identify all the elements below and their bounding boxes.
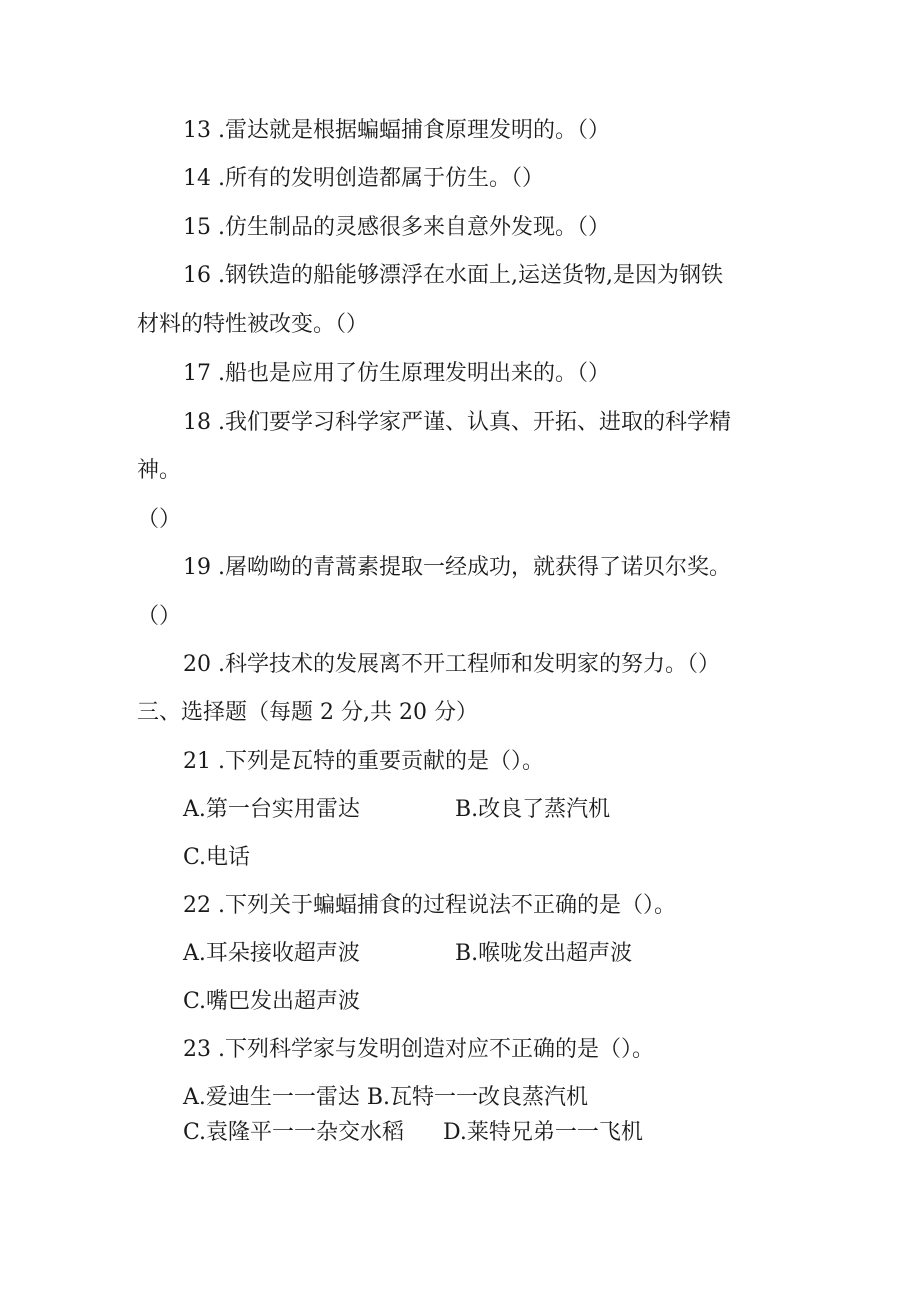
question-13: 13 .雷达就是根据蝙蝠捕食原理发明的。（） <box>183 118 610 143</box>
q21-option-a: A.第一台实用雷达 <box>183 797 360 822</box>
q21-option-c: C.电话 <box>183 845 251 870</box>
q22-option-c: C.嘴巴发出超声波 <box>183 989 361 1014</box>
question-19-answer-paren: （） <box>137 604 182 629</box>
question-15: 15 .仿生制品的灵感很多来自意外发现。（） <box>183 215 610 240</box>
q23-option-c: C.袁隆平一一杂交水稻 <box>183 1120 405 1145</box>
question-20: 20 .科学技术的发展离不开工程师和发明家的努力。（） <box>183 652 720 677</box>
question-16-line2: 材料的特性被改变。（） <box>137 312 369 337</box>
question-23: 23 .下列科学家与发明创造对应不正确的是（）。 <box>183 1037 654 1062</box>
question-19-line1: 19 .屠呦呦的青蒿素提取一经成功，就获得了诺贝尔奖。 <box>183 555 731 580</box>
question-14: 14 .所有的发明创造都属于仿生。（） <box>183 166 544 191</box>
question-18-answer-paren: （） <box>137 507 182 532</box>
question-16-line1: 16 .钢铁造的船能够漂浮在水面上,运送货物,是因为钢铁 <box>183 263 723 288</box>
question-18-line1: 18 .我们要学习科学家严谨、认真、开拓、进取的科学精 <box>183 410 731 435</box>
section-3-title: 三、选择题（每题 2 分,共 20 分） <box>137 700 478 725</box>
q21-option-b: B.改良了蒸汽机 <box>455 797 611 822</box>
q22-option-a: A.耳朵接收超声波 <box>183 941 360 966</box>
q22-option-b: B.喉咙发出超声波 <box>455 941 633 966</box>
q23-options-ab: A.爱迪生一一雷达 B.瓦特一一改良蒸汽机 <box>183 1085 589 1110</box>
question-18-line2: 神。 <box>137 458 182 483</box>
q23-option-d: D.莱特兄弟一一飞机 <box>443 1120 643 1145</box>
question-21: 21 .下列是瓦特的重要贡献的是（）。 <box>183 749 544 774</box>
question-17: 17 .船也是应用了仿生原理发明出来的。（） <box>183 361 610 386</box>
question-22: 22 .下列关于蝙蝠捕食的过程说法不正确的是（）。 <box>183 893 676 918</box>
